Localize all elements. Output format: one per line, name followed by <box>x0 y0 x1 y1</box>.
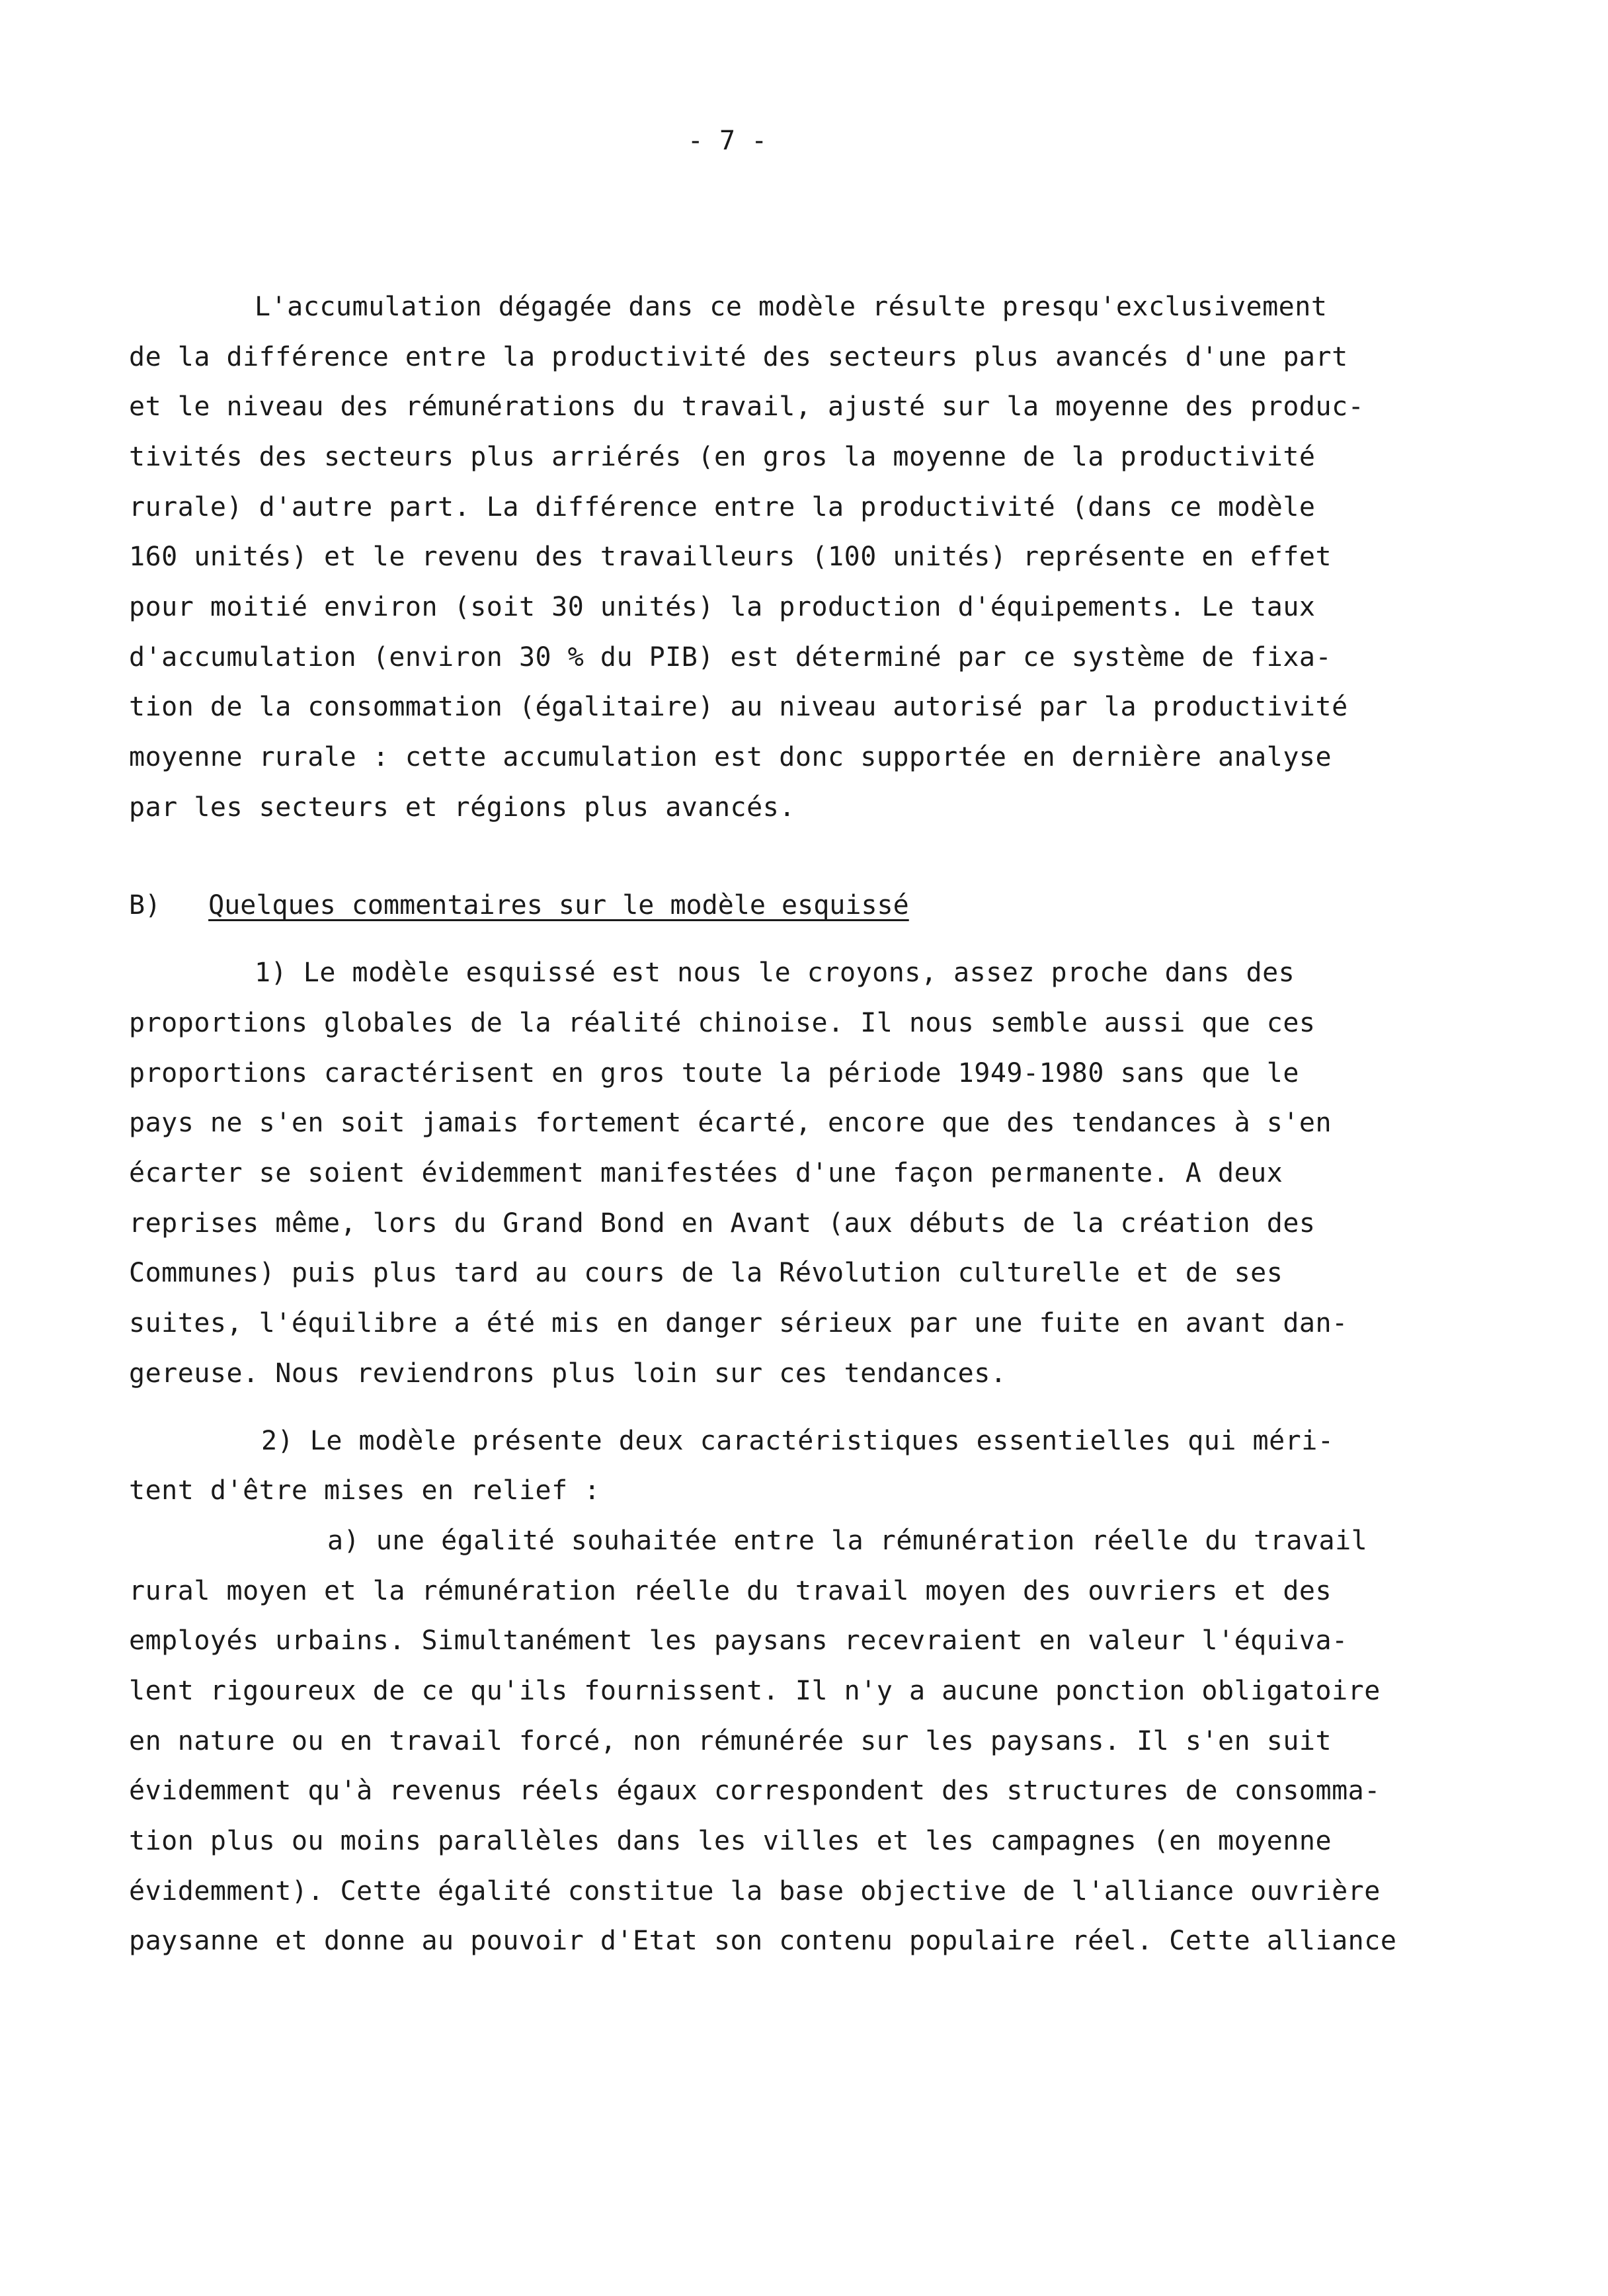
paragraph-line: moyenne rurale : cette accumulation est donc supportée en dernière analyse <box>129 742 1332 772</box>
paragraph-line: de la différence entre la productivité des secteurs plus avancés d'une part <box>129 342 1348 372</box>
paragraph-line: lent rigoureux de ce qu'ils fournissent. Il n'y a aucune ponction obligatoire <box>129 1676 1381 1706</box>
page-number: - 7 - <box>687 126 768 156</box>
paragraph-line: tent d'être mises en relief : <box>129 1475 600 1506</box>
paragraph-line: écarter se soient évidemment manifestées d'une façon permanente. A deux <box>129 1158 1283 1188</box>
paragraph-line: évidemment). Cette égalité constitue la base objective de l'alliance ouvrière <box>129 1876 1381 1906</box>
paragraph-line: d'accumulation (environ 30 % du PIB) est déterminé par ce système de fixa- <box>129 642 1332 673</box>
paragraph-line: 2) Le modèle présente deux caractéristiques essentielles qui méri- <box>261 1426 1334 1456</box>
paragraph-line: et le niveau des rémunérations du travail, ajusté sur la moyenne des produc- <box>129 391 1365 422</box>
paragraph-line: Communes) puis plus tard au cours de la Révolution culturelle et de ses <box>129 1258 1283 1288</box>
paragraph-line: proportions globales de la réalité chinoise. Il nous semble aussi que ces <box>129 1008 1316 1038</box>
paragraph-line: paysanne et donne au pouvoir d'Etat son contenu populaire réel. Cette alliance <box>129 1926 1397 1956</box>
section-heading <box>129 889 909 921</box>
paragraph-line: proportions caractérisent en gros toute la période 1949-1980 sans que le <box>129 1058 1299 1088</box>
paragraph-line: reprises même, lors du Grand Bond en Avant (aux débuts de la création des <box>129 1208 1316 1239</box>
paragraph-line: rural moyen et la rémunération réelle du travail moyen des ouvriers et des <box>129 1576 1332 1606</box>
paragraph-line: tion plus ou moins parallèles dans les villes et les campagnes (en moyenne <box>129 1826 1332 1856</box>
paragraph-line: pour moitié environ (soit 30 unités) la production d'équipements. Le taux <box>129 592 1316 622</box>
paragraph-line: tivités des secteurs plus arriérés (en gros la moyenne de la productivité <box>129 442 1316 472</box>
paragraph-line: en nature ou en travail forcé, non rémunérée sur les paysans. Il s'en suit <box>129 1726 1332 1756</box>
paragraph-line: par les secteurs et régions plus avancés. <box>129 792 795 823</box>
paragraph-line: 160 unités) et le revenu des travailleurs (100 unités) représente en effet <box>129 542 1332 572</box>
paragraph-line: tion de la consommation (égalitaire) au niveau autorisé par la productivité <box>129 692 1348 722</box>
paragraph-line: rurale) d'autre part. La différence entre la productivité (dans ce modèle <box>129 492 1316 522</box>
section-title: Quelques commentaires sur le modèle esquissé <box>208 890 909 921</box>
section-label: B) <box>129 890 161 921</box>
paragraph-line: pays ne s'en soit jamais fortement écarté, encore que des tendances à s'en <box>129 1108 1332 1138</box>
paragraph-line: gereuse. Nous reviendrons plus loin sur ces tendances. <box>129 1358 1007 1389</box>
paragraph-line: évidemment qu'à revenus réels égaux correspondent des structures de consomma- <box>129 1776 1381 1806</box>
paragraph-line: suites, l'équilibre a été mis en danger sérieux par une fuite en avant dan- <box>129 1308 1348 1338</box>
paragraph-line: L'accumulation dégagée dans ce modèle résulte presqu'exclusivement <box>255 292 1328 322</box>
paragraph-line: 1) Le modèle esquissé est nous le croyons, assez proche dans des <box>255 958 1295 988</box>
paragraph-line: a) une égalité souhaitée entre la rémunération réelle du travail <box>327 1526 1368 1556</box>
paragraph-line: employés urbains. Simultanément les paysans recevraient en valeur l'équiva- <box>129 1625 1348 1656</box>
